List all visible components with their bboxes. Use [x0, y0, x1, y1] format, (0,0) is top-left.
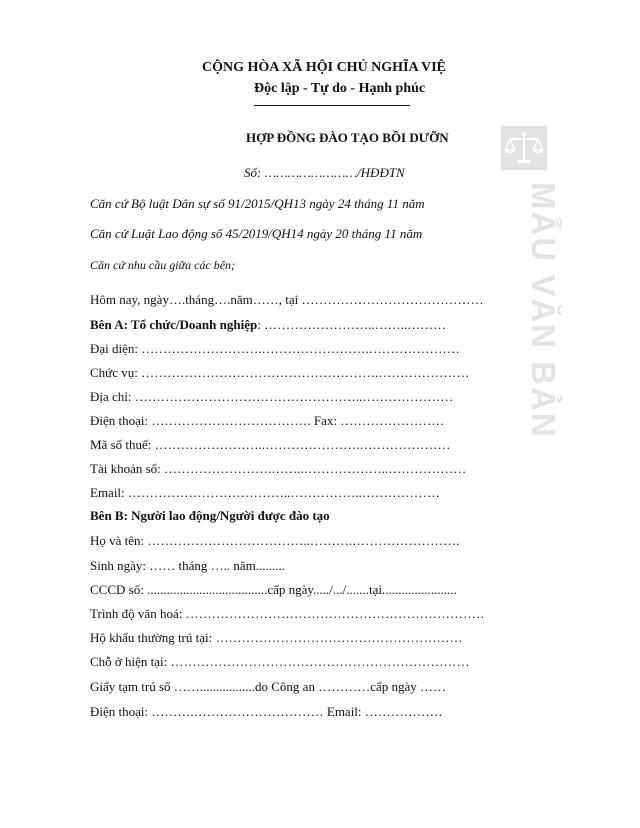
party-a-tax-code: Mã số thuế: ……………………..………………….………………… [90, 437, 451, 452]
party-b-id-card: CCCD số: .....................................cấp ngày...../.../.......tại....................... [90, 582, 457, 597]
contract-number: Số: ……………………/HĐĐTN [244, 165, 405, 180]
basis-civil-code: Căn cứ Bộ luật Dân sự số 91/2015/QH13 ngày 24 tháng 11 năm [90, 196, 425, 211]
party-a-address: Địa chỉ: ……………………………………………..………………… [90, 389, 454, 404]
national-motto: Độc lập - Tự do - Hạnh phúc [254, 81, 426, 96]
scale-of-justice-icon [501, 126, 547, 170]
party-a-heading-line [90, 317, 446, 333]
party-a-email: Email: ………………………………..……………..……………… [90, 485, 440, 500]
party-a-representative: Đại diện: ……………………….…………………….………………… [90, 341, 460, 356]
party-b-temp-residence: Giấy tạm trú số …….................do Công an …………cấp ngày …… [90, 679, 447, 694]
party-b-current-address: Chỗ ở hiện tại: …………………………………………………………… [90, 654, 470, 669]
motto-underline [254, 105, 410, 106]
contract-title: HỢP ĐỒNG ĐÀO TẠO BỒI DƯỠN [246, 130, 449, 145]
party-b-heading: Bên B: Người lao động/Người được đào tạo [90, 508, 330, 523]
party-a-heading: Bên A: Tổ chức/Doanh nghiệp [90, 317, 258, 332]
party-b-education: Trình độ văn hoá: …………………………………………………………… [90, 606, 485, 621]
national-title: CỘNG HÒA XÃ HỘI CHỦ NGHĨA VIỆ [202, 60, 446, 75]
party-a-position: Chức vụ: ……………………………………………….………………… [90, 365, 470, 380]
watermark-brand: MẪU VĂN BẢN [525, 182, 562, 439]
party-b-birth-date: Sinh ngày: …… tháng ….. năm......... [90, 558, 285, 573]
basis-labor-code: Căn cứ Luật Lao động số 45/2019/QH14 ngày 20 tháng 11 năm [90, 226, 423, 241]
party-a-phone-fax: Điện thoại: ………………………………. Fax: …………………… [90, 413, 445, 428]
intro-line: Hôm nay, ngày….tháng….năm……, tại …………………………………… [90, 292, 484, 307]
party-b-phone-email: Điện thoại: ……….………………………… Email: ……………… [90, 704, 443, 719]
party-b-full-name: Họ và tên: ………………………………..……….……………………. [90, 533, 460, 548]
basis-agreement: Căn cứ nhu cầu giữa các bên; [90, 258, 236, 272]
party-a-heading-dots: : ……………………..……..……… [257, 317, 447, 332]
party-a-account: Tài khoản số: …………………….……..………………..……………… [90, 461, 467, 476]
party-b-permanent-address: Hộ khẩu thường trú tại: ………………………………………………… [90, 630, 463, 645]
